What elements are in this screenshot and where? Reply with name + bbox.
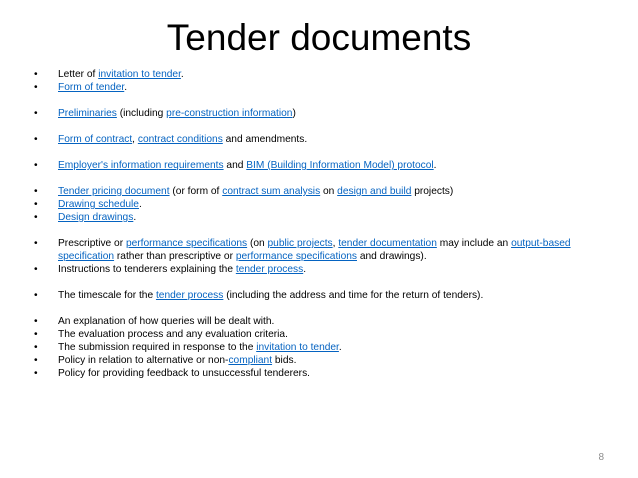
bullet-text: on: [320, 186, 338, 197]
bullet-item: [34, 263, 606, 276]
bullet-dot-icon: •: [34, 186, 38, 197]
bullet-text: Policy in relation to alternative or non-: [58, 355, 229, 366]
bullet-item: [34, 107, 606, 120]
bullet-dot-icon: •: [34, 329, 38, 340]
bullet-text: (or form of: [169, 186, 223, 197]
bullet-dot-icon: •: [34, 368, 38, 379]
bullet-text: Prescriptive or: [58, 238, 126, 249]
hyperlink[interactable]: tender process: [155, 290, 224, 301]
bullet-item: [34, 185, 606, 198]
hyperlink[interactable]: Form of contract: [58, 134, 133, 145]
bullet-text: may include an: [436, 238, 512, 249]
bullet-text: rather than prescriptive or: [114, 251, 236, 262]
bullet-dot-icon: •: [34, 264, 38, 275]
page-number: 8: [598, 452, 604, 463]
bullet-item: [34, 237, 606, 263]
bullet-item: [34, 133, 606, 146]
bullet-item: [34, 198, 606, 211]
bullet-dot-icon: •: [34, 342, 38, 353]
hyperlink[interactable]: invitation to tender: [256, 342, 339, 353]
bullet-text: .: [124, 82, 128, 93]
bullet-text: .: [138, 199, 142, 210]
bullet-dot-icon: •: [34, 290, 38, 301]
bullet-text: (including: [116, 108, 167, 119]
hyperlink[interactable]: Form of tender: [58, 82, 125, 93]
bullet-text: .: [338, 342, 342, 353]
bullet-item: [34, 367, 606, 380]
bullet-item: [34, 289, 606, 302]
bullet-text: The evaluation process and any evaluation criteria.: [58, 329, 288, 340]
bullet-item: [34, 159, 606, 172]
bullet-list: [34, 68, 606, 380]
bullet-text: projects): [411, 186, 454, 197]
bullet-dot-icon: •: [34, 355, 38, 366]
hyperlink[interactable]: Design drawings: [58, 212, 134, 223]
hyperlink[interactable]: contract conditions: [137, 134, 223, 145]
bullet-dot-icon: •: [34, 160, 38, 171]
bullet-text: bids.: [272, 355, 297, 366]
bullet-text: ): [292, 108, 296, 119]
bullet-dot-icon: •: [34, 82, 38, 93]
bullet-text: (including the address and time for the return of tenders).: [223, 290, 484, 301]
bullet-text: and amendments.: [222, 134, 308, 145]
hyperlink[interactable]: contract sum analysis: [222, 186, 321, 197]
bullet-text: The submission required in response to the: [58, 342, 257, 353]
hyperlink[interactable]: design and build: [337, 186, 412, 197]
bullet-text: An explanation of how queries will be dealt with.: [58, 316, 275, 327]
bullet-text: and: [223, 160, 247, 171]
bullet-text: .: [433, 160, 437, 171]
hyperlink[interactable]: compliant: [228, 355, 273, 366]
bullet-dot-icon: •: [34, 69, 38, 80]
hyperlink[interactable]: public projects: [267, 238, 333, 249]
bullet-item: [34, 341, 606, 354]
bullet-dot-icon: •: [34, 212, 38, 223]
bullet-dot-icon: •: [34, 134, 38, 145]
bullet-item: [34, 68, 606, 81]
bullet-dot-icon: •: [34, 199, 38, 210]
bullet-text: and drawings).: [357, 251, 427, 262]
hyperlink[interactable]: tender process: [235, 264, 304, 275]
bullet-text: .: [303, 264, 307, 275]
bullet-text: Letter of: [58, 69, 99, 80]
bullet-text: ,: [132, 134, 138, 145]
bullet-text: The timescale for the: [58, 290, 156, 301]
hyperlink[interactable]: tender documentation: [338, 238, 437, 249]
hyperlink[interactable]: Employer's information requirements: [58, 160, 224, 171]
bullet-dot-icon: •: [34, 108, 38, 119]
bullet-text: Instructions to tenderers explaining the: [58, 264, 236, 275]
hyperlink[interactable]: performance specifications: [125, 238, 248, 249]
hyperlink[interactable]: performance specifications: [235, 251, 357, 262]
hyperlink[interactable]: BIM (Building Information Model) protocol: [246, 160, 434, 171]
hyperlink[interactable]: pre-construction information: [166, 108, 293, 119]
slide-title: Tender documents: [166, 17, 472, 58]
bullet-text: .: [133, 212, 137, 223]
bullet-text: (on: [247, 238, 268, 249]
bullet-dot-icon: •: [34, 238, 38, 249]
hyperlink[interactable]: Tender pricing document: [58, 186, 170, 197]
bullet-item: [34, 211, 606, 224]
bullet-text: ,: [332, 238, 339, 249]
bullet-dot-icon: •: [34, 316, 38, 327]
hyperlink[interactable]: Preliminaries: [58, 108, 117, 119]
bullet-item: [34, 328, 606, 341]
bullet-item: [34, 81, 606, 94]
bullet-item: [34, 315, 606, 328]
hyperlink[interactable]: invitation to tender: [98, 69, 181, 80]
bullet-item: [34, 354, 606, 367]
bullet-text: Policy for providing feedback to unsuccessful tenderers.: [58, 368, 310, 379]
hyperlink[interactable]: Drawing schedule: [58, 199, 139, 210]
bullet-text: .: [180, 69, 184, 80]
hyperlink[interactable]: output-based specification: [58, 238, 571, 262]
